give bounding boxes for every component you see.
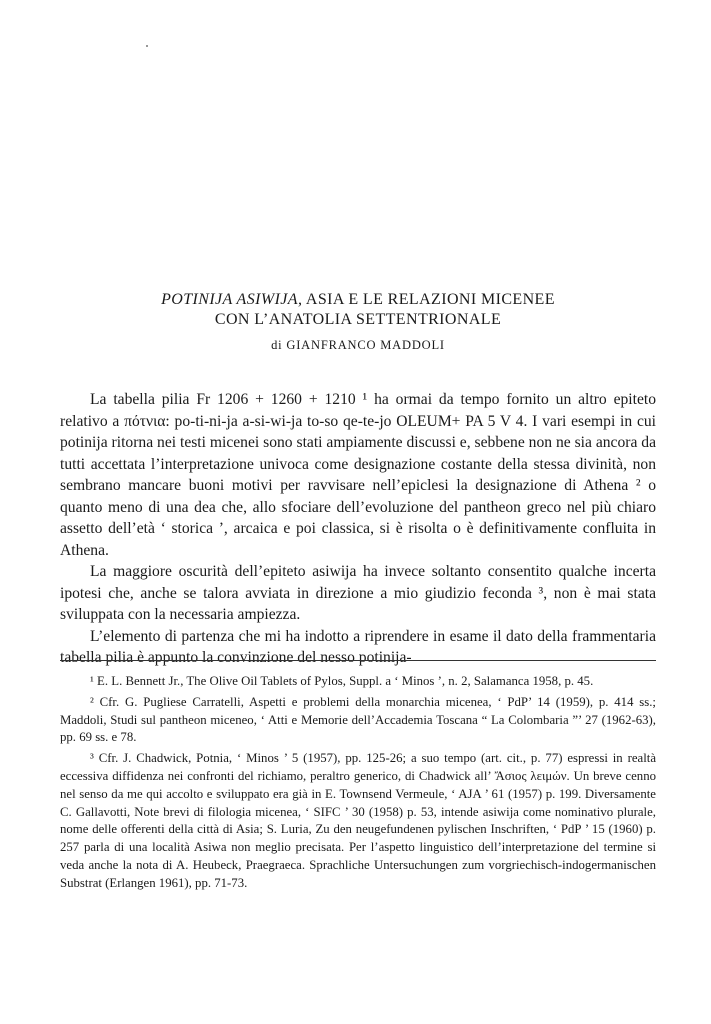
body-paragraph-1: La tabella pilia Fr 1206 + 1260 + 1210 ¹ ha ormai da tempo fornito un altro epiteto relativo a πότνια: po-ti-ni-ja a-si-wi-ja to-so qe-te-jo OLEUM+ PA 5 V 4. I vari esempi in cui potinija ritorna nei testi micenei sono stati ampiamente discussi e, sebbene non ne sia ancora da tutti accettata l’interpretazione univoca come designazione costante della stessa divinità, non sembrano mancare buoni motivi per ravvisare nell’epiclesi la designazione di Athena ² o quanto meno di una dea che, allo sfociare dell’evoluzione del pantheon greco nel più chiaro assetto dell’età ‘ storica ’, arcaica e poi classica, si è risolta o è definitivamente confluita in Athena. (60, 391, 656, 559)
article-body (60, 389, 656, 669)
footnote-3: ³ Cfr. J. Chadwick, Potnia, ‘ Minos ’ 5 (1957), pp. 125-26; a suo tempo (art. cit., p. 77) espressi in realtà eccessiva diffidenza nei confronti del richiamo, peraltro generico, di Chadwick all’ Ἄσιος λειμών. Un breve cenno nel senso da me qui accolto e sviluppato era già in E. Townsend Vermeule, ‘ AJA ’ 61 (1957) p. 199. Diversamente C. Gallavotti, Note brevi di filologia micenea, ‘ SIFC ’ 30 (1958) p. 53, intende asiwija come nominativo plurale, nome delle offerenti della città di Asia; S. Luria, Zu den neugefundenen pylischen Inschriften, ‘ PdP ’ 15 (1960) p. 257 parla di una località Asiwa non meglio precisata. Per l’aspetto linguistico dell’interpretazione del termine si veda anche la nota di A. Heubeck, Praegraeca. Sprachliche Untersuchungen zum vorgriechisch-indogermanischen Substrat (Erlangen 1961), pp. 71-73. (60, 751, 656, 890)
footnote-divider (60, 660, 656, 661)
footnotes (60, 673, 656, 893)
title-italic-part: POTINIJA ASIWIJA, (161, 291, 303, 308)
body-paragraph-3: L’elemento di partenza che mi ha indotto a riprendere in esame il dato della frammentaria tabella pilia è appunto la convinzione del nesso potinija- (60, 627, 656, 666)
article-author: di GIANFRANCO MADDOLI (271, 338, 445, 352)
footnote-2: ² Cfr. G. Pugliese Carratelli, Aspetti e problemi della monarchia micenea, ‘ PdP’ 14 (1959), p. 414 ss.; Maddoli, Studi sul pantheon miceneo, ‘ Atti e Memorie dell’Accademia Toscana “ La Colombaria ”’ 27 (1962-63), pp. 69 ss. e 78. (60, 694, 656, 745)
scan-speck (146, 45, 148, 47)
article-title-line-2: CON L’ANATOLIA SETTENTRIONALE (214, 311, 502, 328)
title-roman-part: ASIA E LE RELAZIONI MICENEE (302, 291, 555, 308)
article-title-line-1 (60, 290, 656, 310)
article-header (60, 290, 656, 353)
footnote-1: ¹ E. L. Bennett Jr., The Olive Oil Tablets of Pylos, Suppl. a ‘ Minos ’, n. 2, Salamanca 1958, p. 45. (90, 674, 594, 688)
body-paragraph-2: La maggiore oscurità dell’epiteto asiwija ha invece soltanto consentito qualche incerta ipotesi che, anche se talora avviata in direzione a mio giudizio feconda ³, non è mai stata sviluppata con la necessaria ampiezza. (60, 563, 656, 623)
